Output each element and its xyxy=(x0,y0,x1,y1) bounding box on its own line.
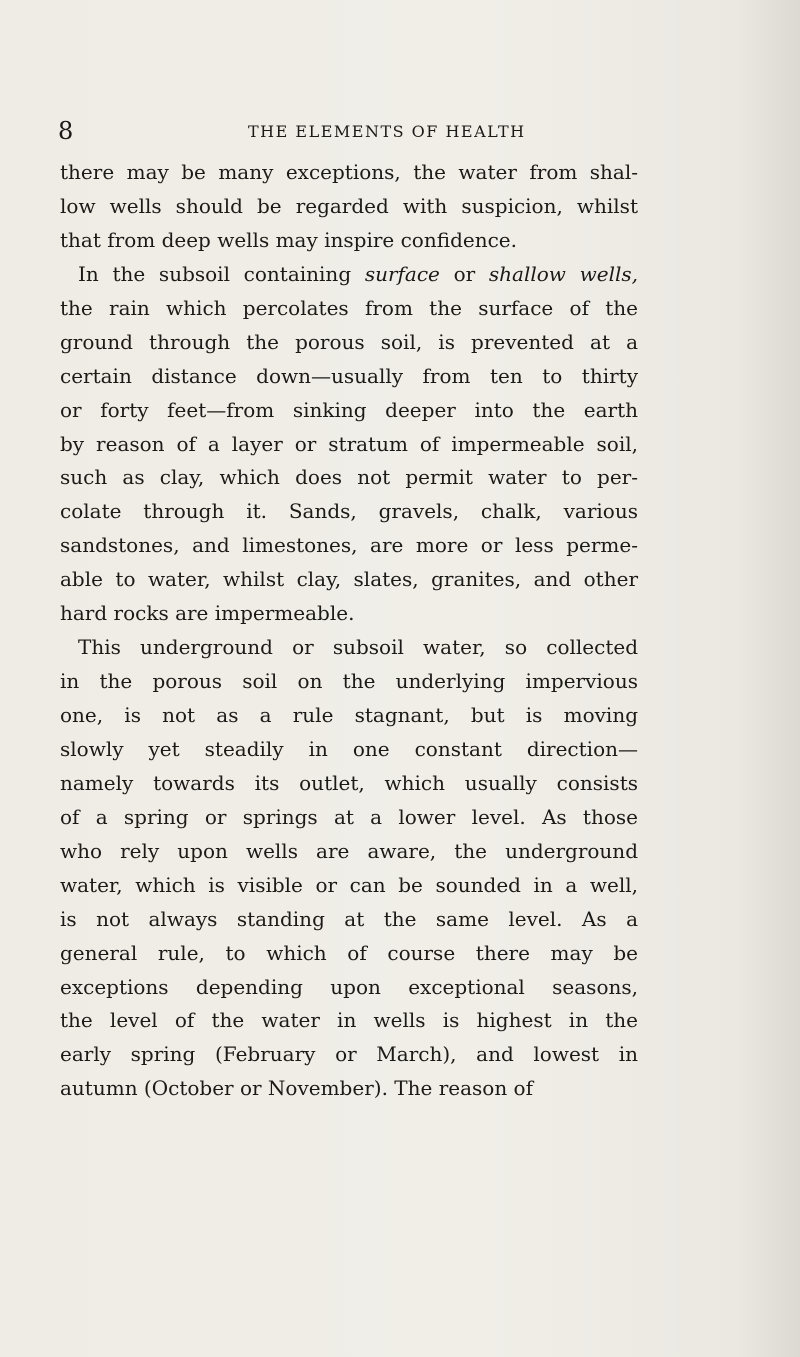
text-line: exceptions depending upon exceptional seasons, xyxy=(60,974,638,999)
text-line: or forty feet—from sinking deeper into the earth xyxy=(60,397,638,422)
text-line: low wells should be regarded with suspicion, whilst xyxy=(60,193,638,218)
italic-term-shallow-wells: shallow wells, xyxy=(488,261,638,286)
text-line: the rain which percolates from the surface of the xyxy=(60,295,638,320)
text-line: certain distance down—usually from ten to thirty xyxy=(60,363,638,388)
text-line: is not always standing at the same level. As a xyxy=(60,906,638,931)
text-line: able to water, whilst clay, slates, granites, and other xyxy=(60,567,638,592)
text-line: This underground or subsoil water, so collected xyxy=(78,635,638,660)
text-line: colate through it. Sands, gravels, chalk, various xyxy=(60,499,638,524)
text-run: or xyxy=(439,261,489,286)
text-line: by reason of a layer or stratum of impermeable soil, xyxy=(60,431,638,456)
text-line: water, which is visible or can be sounded in a well, xyxy=(60,872,638,897)
text-line: ground through the porous soil, is prevented at a xyxy=(60,329,638,354)
text-line: one, is not as a rule stagnant, but is moving xyxy=(60,703,638,727)
page-header xyxy=(58,118,618,144)
text-line: hard rocks are impermeable. xyxy=(60,601,355,626)
text-line: of a spring or springs at a lower level. As those xyxy=(60,804,638,829)
text-line: sandstones, and limestones, are more or less perme- xyxy=(60,533,638,558)
text-line: who rely upon wells are aware, the underground xyxy=(60,838,638,863)
text-run: In the subsoil containing xyxy=(78,261,365,286)
page-number: 8 xyxy=(58,117,74,145)
text-line: general rule, to which of course there may be xyxy=(60,940,638,965)
italic-term-surface: surface xyxy=(364,261,440,286)
text-line xyxy=(60,258,638,292)
text-line: in the porous soil on the underlying impervious xyxy=(60,669,638,694)
text-line: there may be many exceptions, the water from shal- xyxy=(60,160,638,184)
text-line: the level of the water in wells is highest in the xyxy=(60,1008,638,1033)
text-line: namely towards its outlet, which usually consists xyxy=(60,770,638,795)
text-line: slowly yet steadily in one constant direction— xyxy=(60,736,638,761)
text-line: autumn (October or November). The reason of xyxy=(60,1076,533,1101)
body-text xyxy=(60,156,638,1106)
running-head: THE ELEMENTS OF HEALTH xyxy=(248,122,526,141)
text-line: early spring (February or March), and lowest in xyxy=(60,1042,638,1067)
text-line: such as clay, which does not permit water to per- xyxy=(60,465,638,490)
text-line: that from deep wells may inspire confidence. xyxy=(60,227,517,252)
